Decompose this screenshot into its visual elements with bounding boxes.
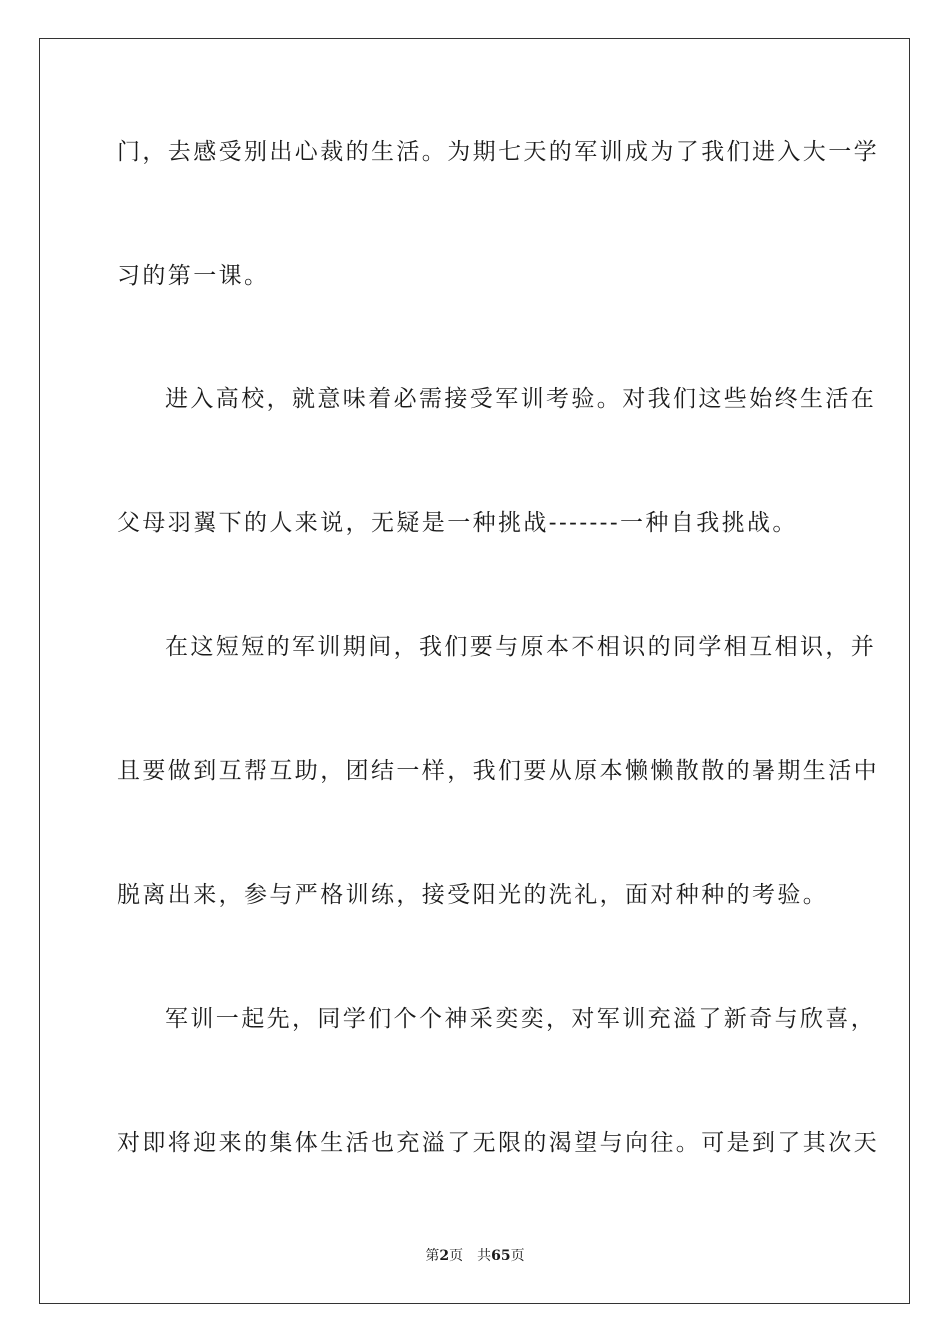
page-number: 2: [439, 1248, 450, 1264]
page-prefix: 第: [425, 1248, 440, 1264]
page-suffix: 页: [449, 1248, 464, 1264]
total-prefix: 共: [477, 1248, 492, 1264]
text-line: 脱离出来，参与严格训练，接受阳光的洗礼，面对种种的考验。: [117, 882, 829, 908]
total-pages: 65: [491, 1248, 511, 1264]
text-line: 门，去感受别出心裁的生活。为期七天的军训成为了我们进入大一学: [117, 139, 879, 165]
text-line: 进入高校，就意味着必需接受军训考验。对我们这些始终生活在: [165, 386, 877, 412]
page-footer: [0, 1247, 950, 1265]
text-line: 且要做到互帮互助，团结一样，我们要从原本懒懒散散的暑期生活中: [117, 758, 879, 784]
page-border: [39, 38, 910, 1304]
text-line: 习的第一课。: [117, 263, 270, 289]
text-line: 军训一起先，同学们个个神采奕奕，对军训充溢了新奇与欣喜，: [165, 1006, 877, 1032]
text-line: 在这短短的军训期间，我们要与原本不相识的同学相互相识，并: [165, 634, 877, 660]
text-line: 父母羽翼下的人来说，无疑是一种挑战-------一种自我挑战。: [117, 510, 798, 536]
text-line: 对即将迎来的集体生活也充溢了无限的渴望与向往。可是到了其次天: [117, 1130, 879, 1156]
total-suffix: 页: [510, 1248, 525, 1264]
